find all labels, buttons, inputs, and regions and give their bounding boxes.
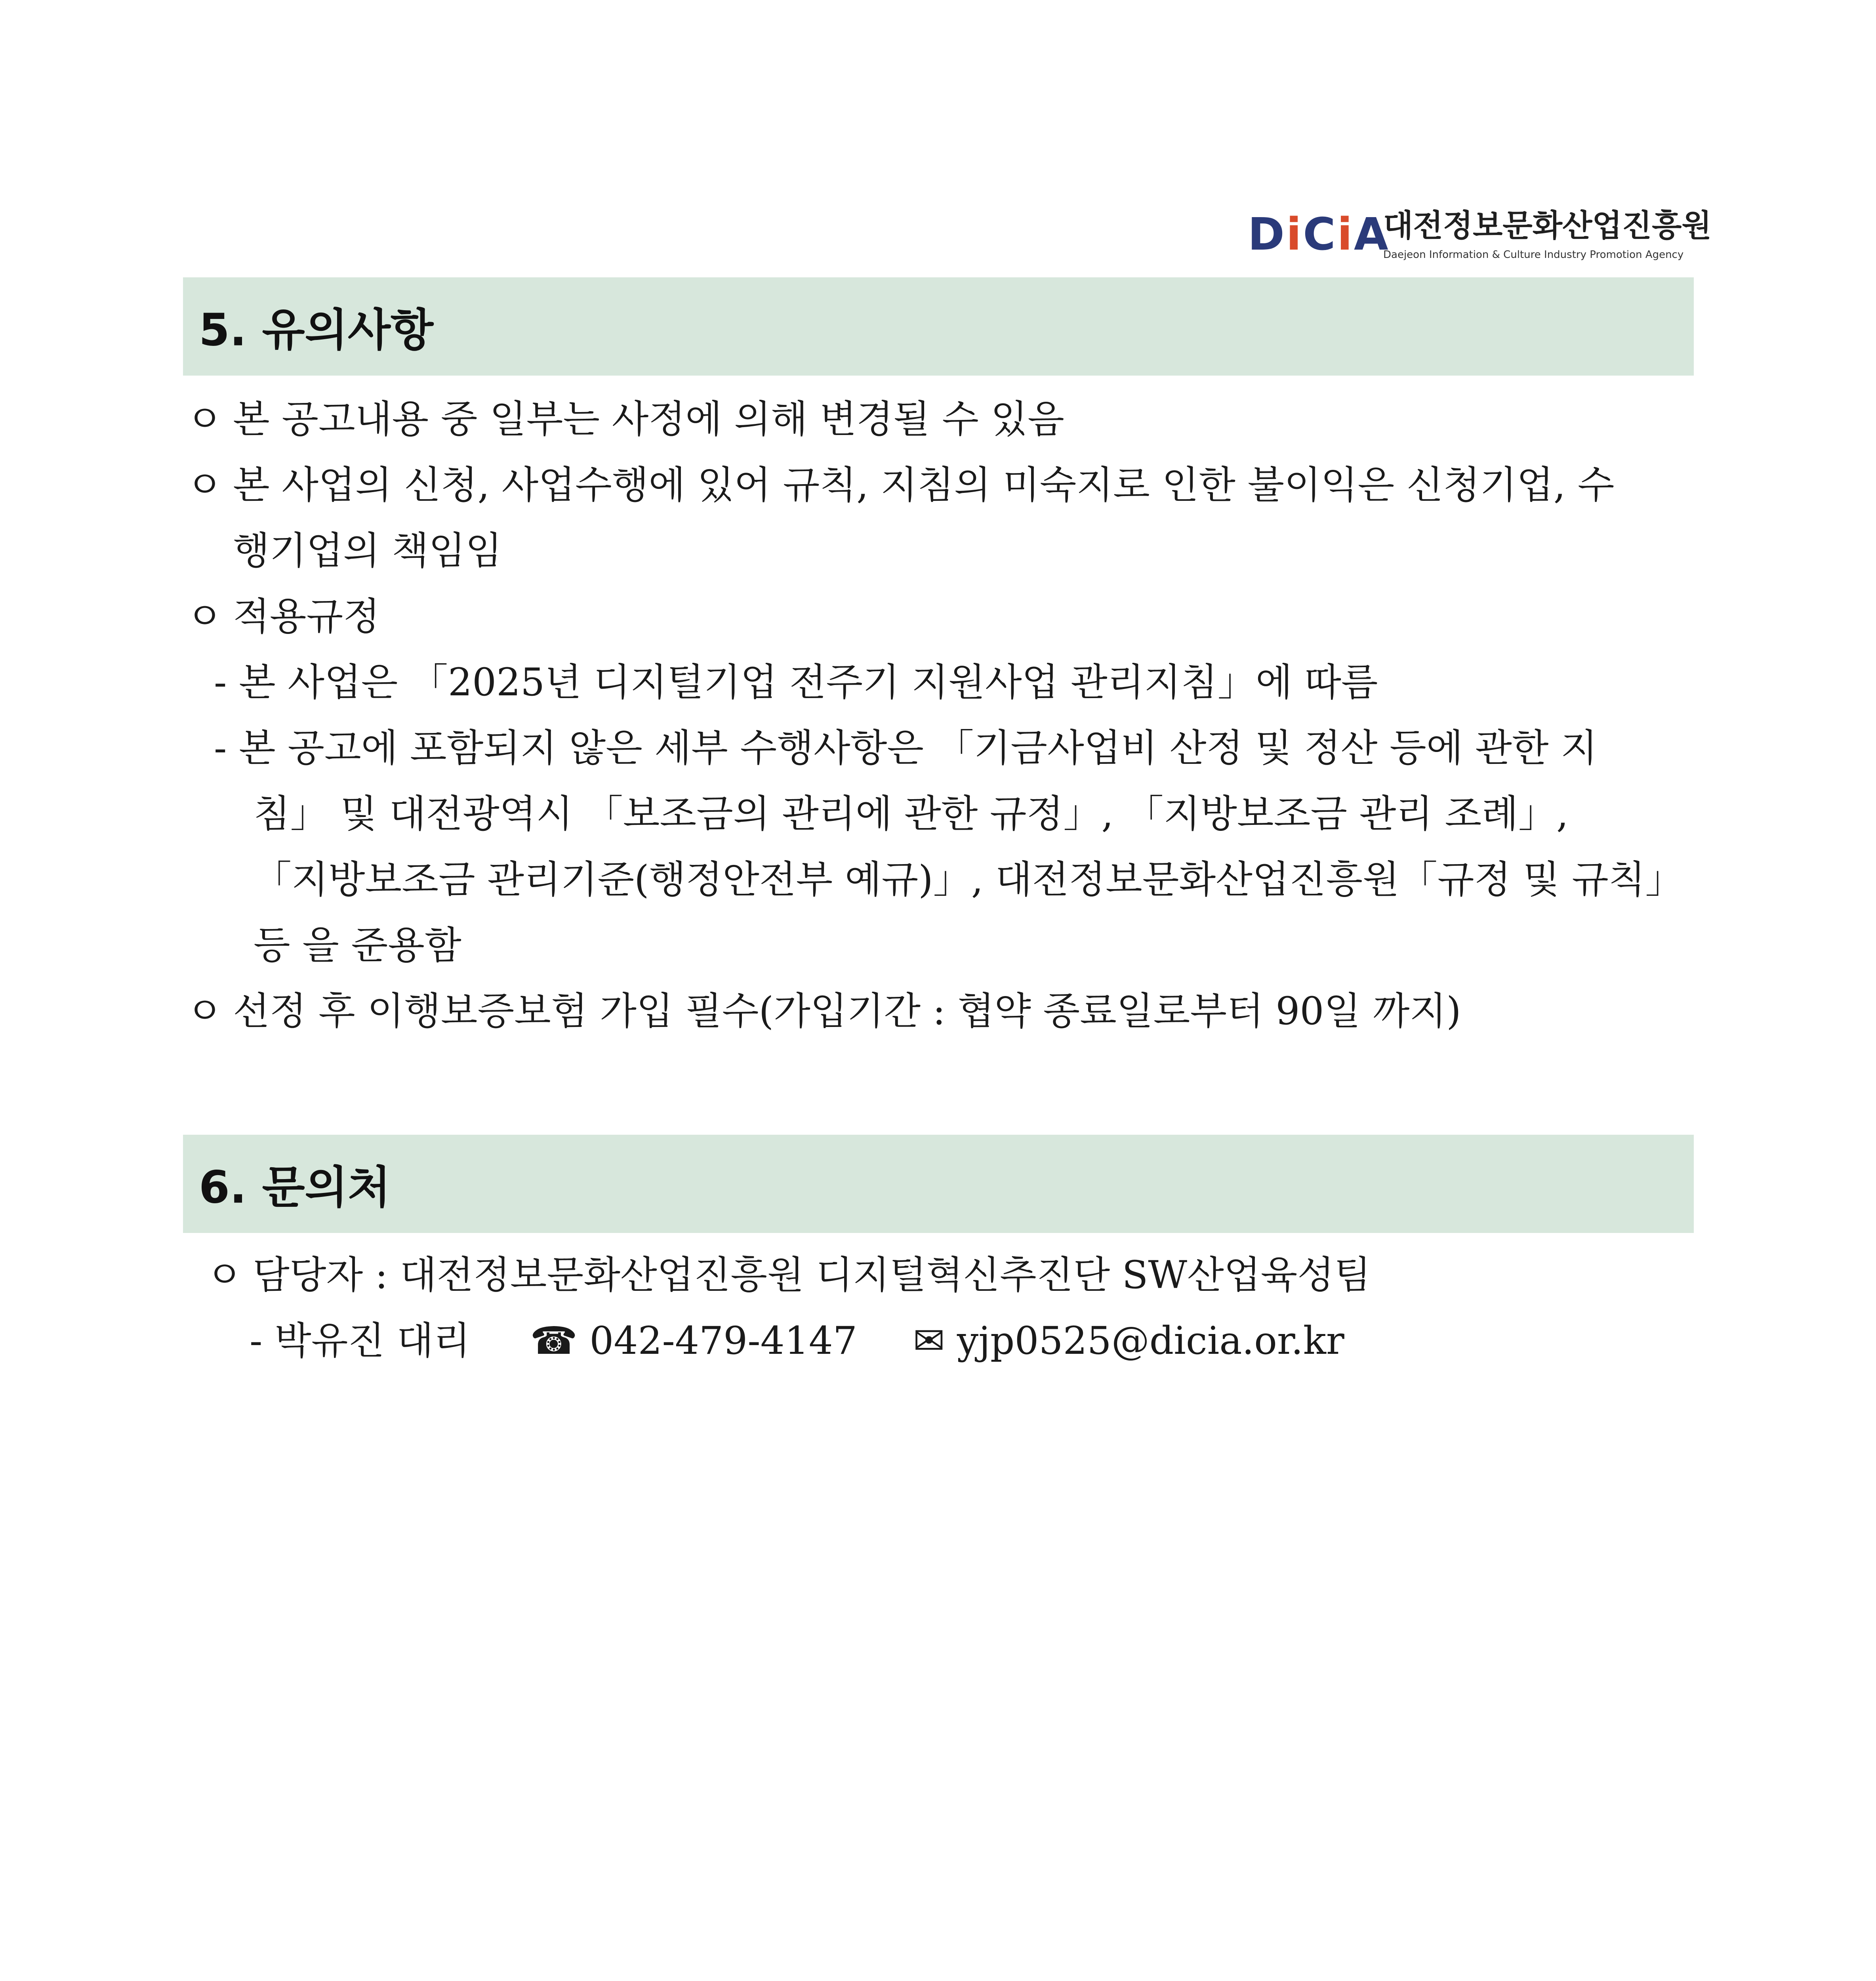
notice-item-4 bbox=[186, 989, 1461, 1033]
notice-item-2-text-line1: 본 사업의 신청, 사업수행에 있어 규칙, 지침의 미숙지로 인한 불이익은 신청기업, 수 bbox=[233, 463, 1615, 507]
contact-person-line bbox=[250, 1319, 1344, 1363]
section-5-title: 5. 유의사항 bbox=[199, 304, 434, 356]
bullet: ㅇ bbox=[186, 989, 223, 1033]
notice-item-2 bbox=[186, 463, 1615, 507]
contact-item bbox=[206, 1253, 1371, 1297]
mail-icon: ✉ bbox=[913, 1319, 945, 1363]
regulation-sub-2-line2: 침」 및 대전광역시 「보조금의 관리에 관한 규정」, 「지방보조금 관리 조례」, bbox=[254, 792, 1569, 836]
bullet: ㅇ bbox=[186, 594, 223, 639]
logo-mark: DiCiA bbox=[1248, 209, 1390, 260]
regulation-sub-2-line1: - 본 공고에 포함되지 않은 세부 수행사항은 「기금사업비 산정 및 정산 등에 관한 지 bbox=[214, 726, 1598, 770]
regulation-sub-1: - 본 사업은 「2025년 디지털기업 전주기 지원사업 관리지침」에 따름 bbox=[214, 660, 1378, 704]
contact-department: 담당자 : 대전정보문화산업진흥원 디지털혁신추진단 SW산업육성팀 bbox=[253, 1253, 1371, 1297]
notice-item-1-text: 본 공고내용 중 일부는 사정에 의해 변경될 수 있음 bbox=[233, 397, 1064, 441]
section-6-title: 6. 문의처 bbox=[199, 1162, 391, 1214]
notice-item-1 bbox=[186, 397, 1064, 441]
contact-phone: 042-479-4147 bbox=[589, 1319, 857, 1363]
organization-name: 대전정보문화산업진흥원 bbox=[1383, 208, 1712, 244]
contact-person: - 박유진 대리 bbox=[250, 1319, 471, 1363]
regulation-sub-2-line4: 등 을 준용함 bbox=[254, 923, 461, 968]
organization-logo bbox=[1248, 208, 1712, 269]
regulation-sub-2-line3: 「지방보조금 관리기준(행정안전부 예규)」, 대전정보문화산업진흥원「규정 및 규칙」 bbox=[254, 857, 1683, 902]
notice-item-3 bbox=[186, 594, 380, 639]
bullet: ㅇ bbox=[206, 1253, 243, 1297]
notice-item-4-text: 선정 후 이행보증보험 가입 필수(가입기간 : 협약 종료일로부터 90일 까지) bbox=[233, 989, 1461, 1033]
contact-email[interactable]: yjp0525@dicia.or.kr bbox=[957, 1319, 1344, 1363]
bullet: ㅇ bbox=[186, 463, 223, 507]
notice-item-2-text-line2: 행기업의 책임임 bbox=[233, 529, 502, 573]
organization-name-en: Daejeon Information & Culture Industry Promotion Agency bbox=[1383, 249, 1684, 261]
section-5-header bbox=[183, 277, 1694, 376]
section-6-header bbox=[183, 1135, 1694, 1233]
notice-item-3-text: 적용규정 bbox=[233, 594, 380, 639]
bullet: ㅇ bbox=[186, 397, 223, 441]
phone-icon: ☎ bbox=[530, 1319, 578, 1363]
